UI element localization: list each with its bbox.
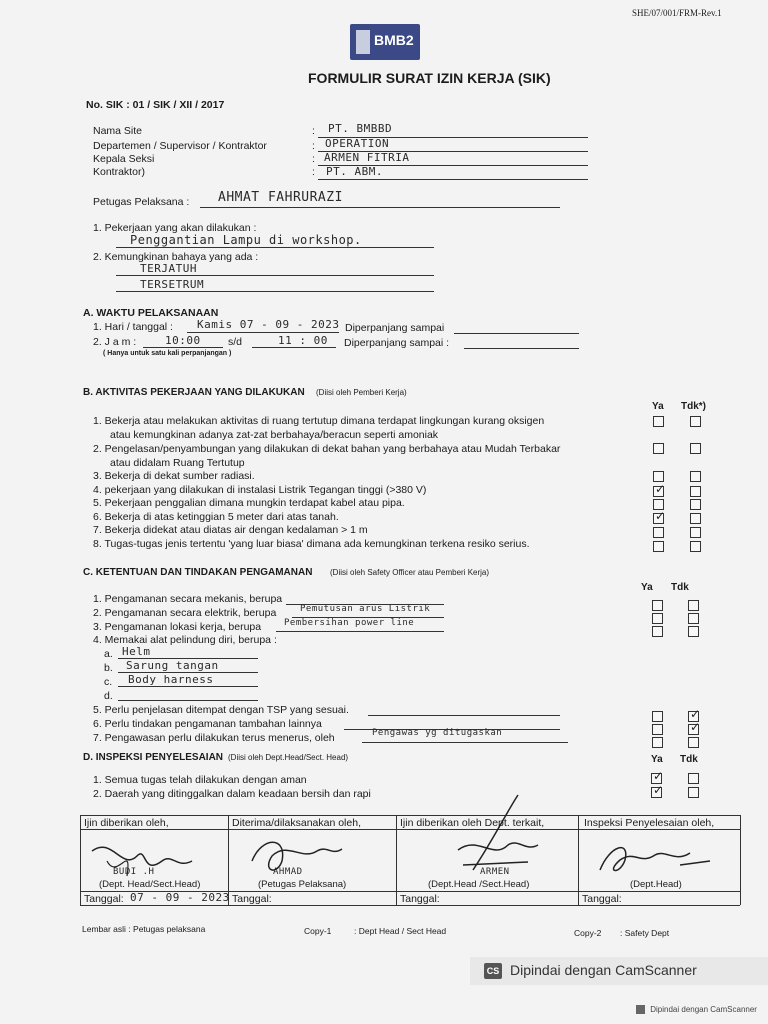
- c1-tdk-checkbox[interactable]: [688, 600, 699, 611]
- tanggal-2-label: Tanggal:: [232, 893, 272, 905]
- field-line: [118, 686, 258, 687]
- b6-ya-checkbox[interactable]: [653, 509, 666, 524]
- kasi-value: ARMEN FITRIA: [324, 151, 410, 164]
- kontraktor-value: PT. ABM.: [326, 165, 383, 178]
- col-tdk: Tdk*): [681, 401, 706, 412]
- b-item-6: 6. Bekerja di atas ketinggian 5 meter dari atas tanah.: [93, 511, 339, 523]
- field-line: [116, 247, 434, 248]
- checkmark-icon: ✓: [690, 707, 701, 721]
- pekerjaan-q1: 1. Pekerjaan yang akan dilakukan :: [93, 222, 257, 234]
- b3-tdk-checkbox[interactable]: [690, 471, 701, 482]
- bahaya-1: TERJATUH: [140, 262, 197, 275]
- b5-tdk-checkbox[interactable]: [690, 499, 701, 510]
- logo-text: BMB2: [374, 32, 414, 48]
- c-apd-b: b.: [104, 662, 113, 674]
- b3-ya-checkbox[interactable]: [653, 471, 664, 482]
- b4-tdk-checkbox[interactable]: [690, 486, 701, 497]
- section-b-title: B. AKTIVITAS PEKERJAAN YANG DILAKUKAN: [83, 387, 305, 398]
- sign-header-3: Ijin diberikan oleh Dept. terkait,: [400, 817, 545, 829]
- sign-role-4: (Dept.Head): [630, 879, 682, 890]
- checkmark-icon: ✓: [690, 720, 701, 734]
- c-item-3-value: Pembersihan power line: [284, 618, 415, 628]
- camscanner-small-text: Dipindai dengan CamScanner: [650, 1005, 757, 1014]
- section-c-subtitle: (Diisi oleh Safety Officer atau Pemberi Kerja): [330, 568, 490, 577]
- b2-tdk-checkbox[interactable]: [690, 443, 701, 454]
- petugas-label: Petugas Pelaksana :: [93, 196, 190, 208]
- kontraktor-label: Kontraktor): [93, 166, 145, 178]
- logo-mark-icon: [356, 30, 370, 54]
- field-line: [187, 332, 339, 333]
- c7-tdk-checkbox[interactable]: [688, 737, 699, 748]
- hari-label: 1. Hari / tanggal :: [93, 321, 173, 333]
- section-d-subtitle: (Diisi oleh Dept.Head/Sect. Head): [228, 753, 349, 762]
- b-item-1-cont: atau kemungkinan adanya zat-zat berbahaya/beracun seperti amoniak: [110, 429, 439, 441]
- footer-copy2: Copy-2: [574, 928, 602, 938]
- b6-tdk-checkbox[interactable]: [690, 513, 701, 524]
- sign-header-4: Inspeksi Penyelesaian oleh,: [584, 817, 715, 829]
- field-line: [116, 291, 434, 292]
- pekerjaan-a1: Penggantian Lampu di workshop.: [130, 233, 362, 247]
- b-item-4: 4. pekerjaan yang dilakukan di instalasi Listrik Tegangan tinggi (>380 V): [93, 484, 427, 496]
- colon: :: [312, 140, 315, 152]
- jam-note: ( Hanya untuk satu kali perpanjangan ): [103, 350, 232, 357]
- doc-code: SHE/07/001/FRM-Rev.1: [632, 8, 722, 18]
- camscanner-text: Dipindai dengan CamScanner: [510, 962, 697, 978]
- b-item-8: 8. Tugas-tugas jenis tertentu 'yang luar biasa' dimana ada kemungkinan terkena resiko serius.: [93, 538, 530, 550]
- checkmark-icon: ✓: [653, 769, 664, 783]
- section-b-subtitle: (Diisi oleh Pemberi Kerja): [316, 388, 407, 397]
- c-apd-b-value: Sarung tangan: [126, 659, 219, 672]
- section-a-title: A. WAKTU PELAKSANAAN: [83, 307, 219, 319]
- d-item-1: 1. Semua tugas telah dilakukan dengan aman: [93, 774, 307, 786]
- b8-ya-checkbox[interactable]: [653, 541, 664, 552]
- col-tdk: Tdk: [671, 582, 689, 593]
- dept-value: OPERATION: [325, 137, 390, 150]
- checkmark-icon: ✓: [653, 783, 664, 797]
- col-ya: Ya: [641, 582, 653, 593]
- b8-tdk-checkbox[interactable]: [690, 541, 701, 552]
- signature-2: [232, 831, 394, 881]
- field-line: [368, 715, 560, 716]
- b-item-7: 7. Bekerja didekat atau diatas air dengan kedalaman > 1 m: [93, 524, 368, 536]
- colon: :: [312, 125, 315, 137]
- b-item-2-cont: atau didalam Ruang Tertutup: [110, 457, 245, 469]
- nama-site-value: PT. BMBBD: [328, 122, 393, 135]
- jam-to: 11 : 00: [278, 334, 328, 347]
- c-apd-d: d.: [104, 690, 113, 702]
- sik-number: No. SIK : 01 / SIK / XII / 2017: [86, 99, 225, 111]
- bahaya-2: TERSETRUM: [140, 278, 205, 291]
- b2-ya-checkbox[interactable]: [653, 443, 664, 454]
- field-line: [464, 348, 579, 349]
- col-ya: Ya: [651, 754, 663, 765]
- b-item-1: 1. Bekerja atau melakukan aktivitas di ruang tertutup dimana terdapat lingkungan kurang oksigen: [93, 415, 545, 427]
- sd-label: s/d: [228, 336, 243, 348]
- c-apd-c: c.: [104, 676, 113, 688]
- dept-label: Departemen / Supervisor / Kontraktor: [93, 140, 267, 152]
- table-line: [80, 905, 740, 906]
- company-logo: [350, 24, 420, 60]
- c1-ya-checkbox[interactable]: [652, 600, 663, 611]
- sign-name-3: ARMEN: [480, 867, 510, 877]
- c7-ya-checkbox[interactable]: [652, 737, 663, 748]
- c-item-3: 3. Pengamanan lokasi kerja, berupa: [93, 621, 262, 633]
- d1-tdk-checkbox[interactable]: [688, 773, 699, 784]
- footer-copy1: Copy-1: [304, 926, 332, 936]
- b-item-5: 5. Pekerjaan penggalian dimana mungkin terdapat kabel atau pipa.: [93, 497, 405, 509]
- c6-ya-checkbox[interactable]: [652, 724, 663, 735]
- form-title: FORMULIR SURAT IZIN KERJA (SIK): [308, 70, 551, 86]
- b-item-3: 3. Bekerja di dekat sumber radiasi.: [93, 470, 255, 482]
- d-item-2: 2. Daerah yang ditinggalkan dalam keadaan bersih dan rapi: [93, 788, 371, 800]
- sign-role-1: (Dept. Head/Sect.Head): [99, 879, 201, 890]
- b1-ya-checkbox[interactable]: [653, 416, 664, 427]
- sign-header-2: Diterima/dilaksanakan oleh,: [232, 817, 361, 829]
- field-line: [276, 631, 444, 632]
- footer-copy2-value: : Safety Dept: [620, 928, 670, 938]
- c-apd-a-value: Helm: [122, 645, 151, 658]
- c-item-7: 7. Pengawasan perlu dilakukan terus menerus, oleh: [93, 732, 335, 744]
- footer-lembar: Lembar asli : Petugas pelaksana: [82, 924, 206, 934]
- d2-tdk-checkbox[interactable]: [688, 787, 699, 798]
- c3-ya-checkbox[interactable]: [652, 626, 663, 637]
- b7-ya-checkbox[interactable]: [653, 527, 664, 538]
- hari-value: Kamis 07 - 09 - 2023: [197, 318, 340, 331]
- diperpanjang-label: Diperpanjang sampai: [345, 322, 445, 334]
- field-line: [454, 333, 579, 334]
- section-c-title: C. KETENTUAN DAN TINDAKAN PENGAMANAN: [83, 567, 313, 578]
- nama-site-label: Nama Site: [93, 125, 143, 137]
- c2-ya-checkbox[interactable]: [652, 613, 663, 624]
- b1-tdk-checkbox[interactable]: [690, 416, 701, 427]
- c5-ya-checkbox[interactable]: [652, 711, 663, 722]
- field-line: [362, 742, 568, 743]
- camscanner-banner: [470, 957, 768, 985]
- tanggal-1-value: 07 - 09 - 2023: [130, 891, 230, 904]
- pekerjaan-q2: 2. Kemungkinan bahaya yang ada :: [93, 251, 259, 263]
- camscanner-small: [636, 1005, 757, 1014]
- field-line: [143, 347, 223, 348]
- kasi-label: Kepala Seksi: [93, 153, 155, 165]
- table-line: [740, 815, 741, 905]
- sign-role-3: (Dept.Head /Sect.Head): [428, 879, 530, 890]
- field-line: [116, 275, 434, 276]
- c-apd-a: a.: [104, 648, 113, 660]
- col-ya: Ya: [652, 401, 664, 412]
- c6-tdk-checkbox[interactable]: [688, 720, 701, 735]
- tanggal-3-label: Tanggal:: [400, 893, 440, 905]
- col-tdk: Tdk: [680, 754, 698, 765]
- sign-name-2: AHMAD: [273, 867, 303, 877]
- signature-4: [580, 835, 738, 880]
- petugas-value: AHMAT FAHRURAZI: [218, 190, 343, 205]
- diperpanjang2-label: Diperpanjang sampai :: [344, 337, 450, 349]
- c2-tdk-checkbox[interactable]: [688, 613, 699, 624]
- jam-label: 2. J a m :: [93, 336, 137, 348]
- footer-copy1-value: : Dept Head / Sect Head: [354, 926, 447, 936]
- c-apd-c-value: Body harness: [128, 673, 214, 686]
- c3-tdk-checkbox[interactable]: [688, 626, 699, 637]
- tanggal-1-label: Tanggal:: [84, 893, 124, 905]
- field-line: [252, 347, 336, 348]
- jam-from: 10:00: [165, 334, 201, 347]
- b-item-2: 2. Pengelasan/penyambungan yang dilakukan di dekat bahan yang berbahaya atau Mudah Terbakar: [93, 443, 561, 455]
- c-item-6: 6. Perlu tindakan pengamanan tambahan lainnya: [93, 718, 322, 730]
- checkmark-icon: ✓: [655, 509, 666, 523]
- table-line: [80, 815, 81, 905]
- sign-name-1: BUDI .H: [113, 867, 155, 877]
- field-line: [318, 179, 588, 180]
- sign-role-2: (Petugas Pelaksana): [258, 879, 347, 890]
- c-item-7-value: Pengawas yg ditugaskan: [372, 728, 503, 738]
- table-line: [396, 815, 397, 905]
- checkmark-icon: ✓: [655, 482, 666, 496]
- b7-tdk-checkbox[interactable]: [690, 527, 701, 538]
- section-d-title: D. INSPEKSI PENYELESAIAN: [83, 752, 224, 763]
- d2-ya-checkbox[interactable]: [651, 783, 664, 798]
- c-item-2-value: Pemutusan arus Listrik: [300, 604, 431, 614]
- b4-ya-checkbox[interactable]: [653, 482, 666, 497]
- field-line: [118, 700, 258, 701]
- tanggal-4-label: Tanggal:: [582, 893, 622, 905]
- sign-header-1: Ijin diberikan oleh,: [84, 817, 169, 829]
- colon: :: [312, 166, 315, 178]
- c-item-4: 4. Memakai alat pelindung diri, berupa :: [93, 634, 277, 646]
- colon: :: [312, 153, 315, 165]
- camscanner-logo-icon: CS: [484, 963, 502, 979]
- field-line: [200, 207, 560, 208]
- camscanner-small-icon: [636, 1005, 645, 1014]
- c-item-1: 1. Pengamanan secara mekanis, berupa: [93, 593, 283, 605]
- c-item-5: 5. Perlu penjelasan ditempat dengan TSP yang sesuai.: [93, 704, 349, 716]
- table-line: [578, 815, 579, 905]
- c-item-2: 2. Pengamanan secara elektrik, berupa: [93, 607, 277, 619]
